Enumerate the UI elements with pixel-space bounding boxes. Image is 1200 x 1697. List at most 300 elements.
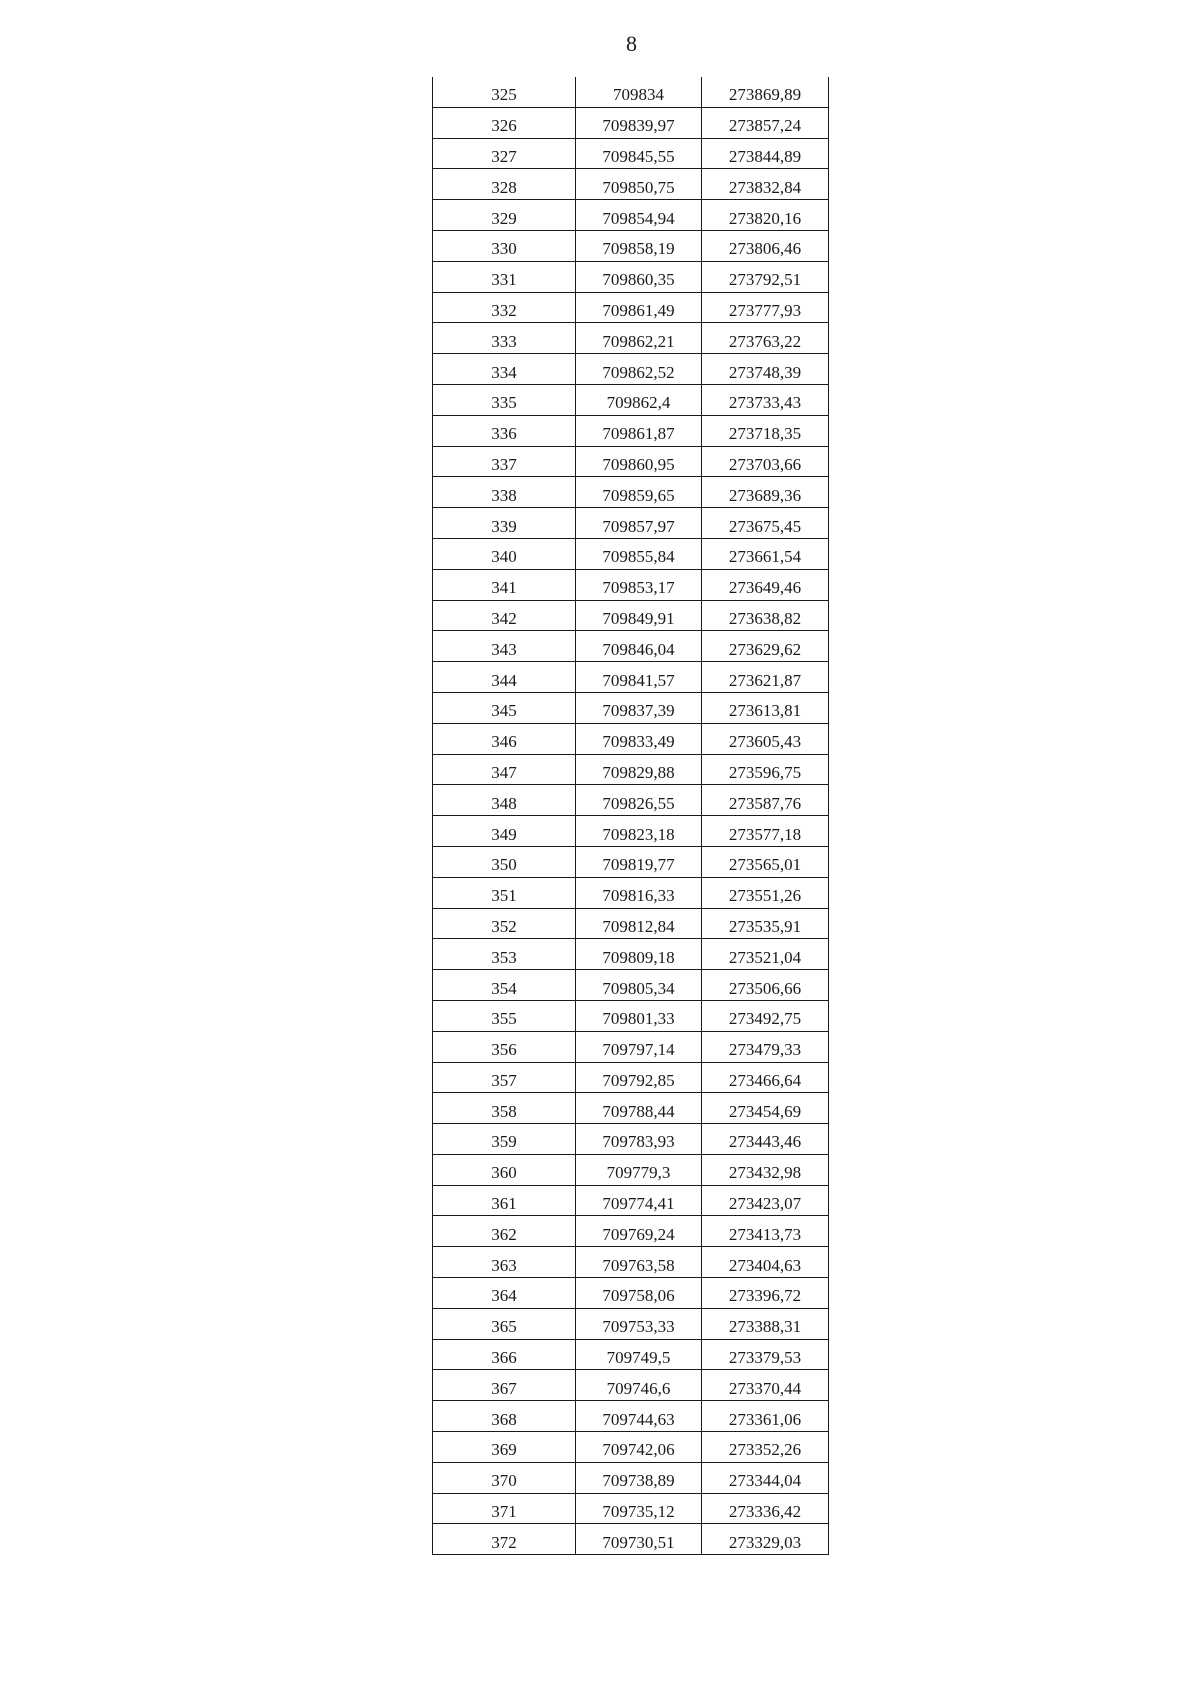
point-number-cell	[433, 323, 576, 354]
table-row	[433, 816, 829, 847]
point-number-cell	[433, 1093, 576, 1124]
x-coordinate-cell	[576, 538, 702, 569]
table-row	[433, 1124, 829, 1155]
y-coordinate-text: 273629,62	[728, 639, 802, 659]
x-coordinate-cell	[576, 939, 702, 970]
point-number-text: 359	[491, 1132, 517, 1152]
x-coordinate-cell	[576, 970, 702, 1001]
y-coordinate-cell	[702, 1000, 829, 1031]
y-coordinate-text: 273423,07	[728, 1194, 802, 1214]
point-number-cell	[433, 230, 576, 261]
point-number-cell	[433, 569, 576, 600]
point-number-cell	[433, 600, 576, 631]
point-number-text: 336	[491, 424, 517, 444]
point-number-cell	[433, 1308, 576, 1339]
y-coordinate-cell	[702, 323, 829, 354]
table-row	[433, 292, 829, 323]
table-row	[433, 692, 829, 723]
point-number-text: 349	[491, 824, 517, 844]
x-coordinate-text: 709812,84	[602, 916, 675, 936]
point-number-cell	[433, 107, 576, 138]
x-coordinate-cell	[576, 1154, 702, 1185]
point-number-text: 350	[491, 855, 517, 875]
table-row	[433, 538, 829, 569]
x-coordinate-text: 709730,51	[602, 1532, 675, 1552]
y-coordinate-text: 273703,66	[728, 454, 802, 474]
y-coordinate-text: 273565,01	[728, 855, 802, 875]
y-coordinate-cell	[702, 1216, 829, 1247]
y-coordinate-text: 273370,44	[728, 1378, 802, 1398]
point-number-cell	[433, 292, 576, 323]
y-coordinate-cell	[702, 1247, 829, 1278]
point-number-cell	[433, 1062, 576, 1093]
table-row	[433, 1062, 829, 1093]
point-number-text: 332	[491, 300, 517, 320]
point-number-text: 342	[491, 608, 517, 628]
table-row	[433, 1247, 829, 1278]
point-number-text: 371	[491, 1502, 517, 1522]
y-coordinate-text: 273396,72	[728, 1286, 802, 1306]
x-coordinate-cell	[576, 631, 702, 662]
x-coordinate-cell	[576, 1524, 702, 1555]
x-coordinate-cell	[576, 908, 702, 939]
y-coordinate-cell	[702, 384, 829, 415]
x-coordinate-cell	[576, 569, 702, 600]
x-coordinate-cell	[576, 200, 702, 231]
point-number-text: 334	[491, 362, 517, 382]
point-number-text: 367	[491, 1378, 517, 1398]
table-row	[433, 631, 829, 662]
table-row	[433, 1370, 829, 1401]
x-coordinate-cell	[576, 692, 702, 723]
y-coordinate-cell	[702, 415, 829, 446]
x-coordinate-text: 709849,91	[602, 608, 675, 628]
table-row	[433, 1432, 829, 1463]
table-row	[433, 1154, 829, 1185]
point-number-cell	[433, 662, 576, 693]
point-number-cell	[433, 754, 576, 785]
point-number-cell	[433, 1185, 576, 1216]
point-number-cell	[433, 1432, 576, 1463]
point-number-text: 351	[491, 886, 517, 906]
x-coordinate-text: 709829,88	[602, 762, 675, 782]
y-coordinate-text: 273777,93	[728, 300, 802, 320]
point-number-cell	[433, 1278, 576, 1309]
point-number-text: 353	[491, 947, 517, 967]
y-coordinate-cell	[702, 1154, 829, 1185]
y-coordinate-cell	[702, 1031, 829, 1062]
x-coordinate-text: 709779,3	[606, 1163, 671, 1183]
table-row	[433, 138, 829, 169]
y-coordinate-cell	[702, 908, 829, 939]
table-row	[433, 1000, 829, 1031]
x-coordinate-cell	[576, 354, 702, 385]
point-number-cell	[433, 877, 576, 908]
x-coordinate-text: 709861,87	[602, 424, 675, 444]
point-number-text: 357	[491, 1070, 517, 1090]
point-number-text: 341	[491, 578, 517, 598]
table-row	[433, 970, 829, 1001]
table-row	[433, 261, 829, 292]
y-coordinate-text: 273492,75	[728, 1009, 802, 1029]
table-row	[433, 1493, 829, 1524]
y-coordinate-text: 273379,53	[728, 1348, 802, 1368]
y-coordinate-cell	[702, 1462, 829, 1493]
y-coordinate-cell	[702, 1339, 829, 1370]
point-number-cell	[433, 354, 576, 385]
table-row	[433, 1185, 829, 1216]
x-coordinate-cell	[576, 600, 702, 631]
point-number-cell	[433, 1154, 576, 1185]
table-row	[433, 1278, 829, 1309]
y-coordinate-cell	[702, 200, 829, 231]
x-coordinate-cell	[576, 138, 702, 169]
table-row	[433, 1462, 829, 1493]
point-number-cell	[433, 1247, 576, 1278]
x-coordinate-text: 709744,63	[602, 1409, 675, 1429]
y-coordinate-cell	[702, 877, 829, 908]
table-row	[433, 169, 829, 200]
x-coordinate-text: 709855,84	[602, 547, 675, 567]
point-number-cell	[433, 384, 576, 415]
point-number-cell	[433, 1216, 576, 1247]
y-coordinate-text: 273832,84	[728, 177, 802, 197]
y-coordinate-cell	[702, 354, 829, 385]
point-number-cell	[433, 1401, 576, 1432]
y-coordinate-text: 273506,66	[728, 978, 802, 998]
table-row	[433, 1093, 829, 1124]
y-coordinate-text: 273361,06	[728, 1409, 802, 1429]
point-number-text: 345	[491, 701, 517, 721]
point-number-cell	[433, 538, 576, 569]
y-coordinate-cell	[702, 292, 829, 323]
point-number-text: 369	[491, 1440, 517, 1460]
y-coordinate-text: 273806,46	[728, 239, 802, 259]
point-number-cell	[433, 1031, 576, 1062]
y-coordinate-text: 273336,42	[728, 1502, 802, 1522]
y-coordinate-cell	[702, 77, 829, 107]
x-coordinate-text: 709774,41	[602, 1194, 675, 1214]
point-number-text: 348	[491, 793, 517, 813]
x-coordinate-cell	[576, 1031, 702, 1062]
y-coordinate-text: 273649,46	[728, 578, 802, 598]
y-coordinate-cell	[702, 1432, 829, 1463]
table-row	[433, 508, 829, 539]
x-coordinate-cell	[576, 1339, 702, 1370]
x-coordinate-cell	[576, 384, 702, 415]
y-coordinate-cell	[702, 1401, 829, 1432]
x-coordinate-cell	[576, 1308, 702, 1339]
y-coordinate-text: 273661,54	[728, 547, 802, 567]
point-number-cell	[433, 723, 576, 754]
x-coordinate-text: 709826,55	[602, 793, 675, 813]
y-coordinate-text: 273748,39	[728, 362, 802, 382]
point-number-text: 329	[491, 208, 517, 228]
x-coordinate-cell	[576, 785, 702, 816]
point-number-cell	[433, 1462, 576, 1493]
y-coordinate-text: 273844,89	[728, 146, 802, 166]
y-coordinate-text: 273689,36	[728, 485, 802, 505]
coordinates-table	[432, 77, 829, 1555]
table-row	[433, 200, 829, 231]
y-coordinate-cell	[702, 754, 829, 785]
point-number-cell	[433, 846, 576, 877]
x-coordinate-cell	[576, 292, 702, 323]
x-coordinate-text: 709860,35	[602, 270, 675, 290]
point-number-text: 358	[491, 1101, 517, 1121]
x-coordinate-cell	[576, 323, 702, 354]
y-coordinate-cell	[702, 477, 829, 508]
y-coordinate-cell	[702, 138, 829, 169]
point-number-cell	[433, 77, 576, 107]
x-coordinate-cell	[576, 1432, 702, 1463]
point-number-cell	[433, 631, 576, 662]
y-coordinate-cell	[702, 723, 829, 754]
y-coordinate-cell	[702, 230, 829, 261]
y-coordinate-cell	[702, 169, 829, 200]
y-coordinate-cell	[702, 569, 829, 600]
point-number-text: 343	[491, 639, 517, 659]
y-coordinate-text: 273577,18	[728, 824, 802, 844]
point-number-cell	[433, 939, 576, 970]
x-coordinate-text: 709749,5	[606, 1348, 671, 1368]
x-coordinate-cell	[576, 1093, 702, 1124]
x-coordinate-cell	[576, 1185, 702, 1216]
x-coordinate-text: 709841,57	[602, 670, 675, 690]
point-number-cell	[433, 138, 576, 169]
y-coordinate-text: 273605,43	[728, 732, 802, 752]
point-number-cell	[433, 1370, 576, 1401]
point-number-cell	[433, 1000, 576, 1031]
x-coordinate-text: 709858,19	[602, 239, 675, 259]
x-coordinate-cell	[576, 169, 702, 200]
table-row	[433, 384, 829, 415]
y-coordinate-cell	[702, 1308, 829, 1339]
y-coordinate-text: 273388,31	[728, 1317, 802, 1337]
x-coordinate-cell	[576, 662, 702, 693]
point-number-cell	[433, 1339, 576, 1370]
x-coordinate-text: 709816,33	[602, 886, 675, 906]
x-coordinate-text: 709833,49	[602, 732, 675, 752]
y-coordinate-text: 273820,16	[728, 208, 802, 228]
x-coordinate-cell	[576, 477, 702, 508]
table-row	[433, 846, 829, 877]
y-coordinate-cell	[702, 446, 829, 477]
y-coordinate-cell	[702, 1493, 829, 1524]
point-number-cell	[433, 692, 576, 723]
point-number-text: 326	[491, 116, 517, 136]
y-coordinate-text: 273344,04	[728, 1471, 802, 1491]
point-number-cell	[433, 200, 576, 231]
y-coordinate-text: 273535,91	[728, 916, 802, 936]
point-number-cell	[433, 1124, 576, 1155]
y-coordinate-text: 273329,03	[728, 1532, 802, 1552]
point-number-text: 366	[491, 1348, 517, 1368]
table-row	[433, 415, 829, 446]
x-coordinate-cell	[576, 415, 702, 446]
point-number-cell	[433, 508, 576, 539]
x-coordinate-cell	[576, 1278, 702, 1309]
x-coordinate-text: 709801,33	[602, 1009, 675, 1029]
x-coordinate-text: 709850,75	[602, 177, 675, 197]
x-coordinate-text: 709758,06	[602, 1286, 675, 1306]
x-coordinate-cell	[576, 1124, 702, 1155]
point-number-cell	[433, 908, 576, 939]
x-coordinate-text: 709854,94	[602, 208, 675, 228]
y-coordinate-text: 273352,26	[728, 1440, 802, 1460]
x-coordinate-text: 709837,39	[602, 701, 675, 721]
point-number-text: 365	[491, 1317, 517, 1337]
point-number-text: 360	[491, 1163, 517, 1183]
point-number-cell	[433, 169, 576, 200]
x-coordinate-cell	[576, 446, 702, 477]
point-number-text: 344	[491, 670, 517, 690]
point-number-text: 335	[491, 393, 517, 413]
x-coordinate-cell	[576, 1462, 702, 1493]
x-coordinate-text: 709861,49	[602, 300, 675, 320]
x-coordinate-text: 709792,85	[602, 1070, 675, 1090]
y-coordinate-text: 273718,35	[728, 424, 802, 444]
x-coordinate-text: 709763,58	[602, 1255, 675, 1275]
x-coordinate-text: 709819,77	[602, 855, 675, 875]
table-row	[433, 908, 829, 939]
x-coordinate-cell	[576, 261, 702, 292]
y-coordinate-cell	[702, 538, 829, 569]
y-coordinate-text: 273869,89	[728, 85, 802, 105]
table-row	[433, 446, 829, 477]
x-coordinate-cell	[576, 1370, 702, 1401]
table-row	[433, 477, 829, 508]
table-row	[433, 230, 829, 261]
point-number-cell	[433, 785, 576, 816]
point-number-text: 370	[491, 1471, 517, 1491]
coordinates-table-container	[432, 77, 828, 1555]
y-coordinate-cell	[702, 261, 829, 292]
y-coordinate-cell	[702, 785, 829, 816]
x-coordinate-text: 709742,06	[602, 1440, 675, 1460]
table-row	[433, 723, 829, 754]
y-coordinate-cell	[702, 662, 829, 693]
y-coordinate-text: 273638,82	[728, 608, 802, 628]
point-number-text: 372	[491, 1532, 517, 1552]
y-coordinate-cell	[702, 508, 829, 539]
y-coordinate-text: 273763,22	[728, 331, 802, 351]
x-coordinate-text: 709862,52	[602, 362, 675, 382]
point-number-cell	[433, 816, 576, 847]
x-coordinate-cell	[576, 1493, 702, 1524]
point-number-text: 354	[491, 978, 517, 998]
x-coordinate-cell	[576, 1401, 702, 1432]
table-row	[433, 1524, 829, 1555]
y-coordinate-cell	[702, 1062, 829, 1093]
table-row	[433, 662, 829, 693]
x-coordinate-cell	[576, 846, 702, 877]
point-number-text: 337	[491, 454, 517, 474]
x-coordinate-text: 709809,18	[602, 947, 675, 967]
x-coordinate-text: 709823,18	[602, 824, 675, 844]
x-coordinate-cell	[576, 723, 702, 754]
point-number-cell	[433, 261, 576, 292]
x-coordinate-cell	[576, 1062, 702, 1093]
y-coordinate-text: 273857,24	[728, 116, 802, 136]
table-row	[433, 939, 829, 970]
table-row	[433, 1339, 829, 1370]
y-coordinate-cell	[702, 600, 829, 631]
y-coordinate-text: 273675,45	[728, 516, 802, 536]
point-number-text: 352	[491, 916, 517, 936]
x-coordinate-text: 709805,34	[602, 978, 675, 998]
table-row	[433, 1216, 829, 1247]
table-row	[433, 77, 829, 107]
point-number-text: 333	[491, 331, 517, 351]
point-number-text: 340	[491, 547, 517, 567]
point-number-text: 346	[491, 732, 517, 752]
x-coordinate-text: 709735,12	[602, 1502, 675, 1522]
y-coordinate-cell	[702, 1370, 829, 1401]
y-coordinate-cell	[702, 939, 829, 970]
point-number-text: 356	[491, 1040, 517, 1060]
y-coordinate-text: 273621,87	[728, 670, 802, 690]
x-coordinate-text: 709839,97	[602, 116, 675, 136]
y-coordinate-text: 273432,98	[728, 1163, 802, 1183]
page-number: 8	[626, 31, 637, 56]
point-number-text: 338	[491, 485, 517, 505]
table-row	[433, 785, 829, 816]
x-coordinate-cell	[576, 816, 702, 847]
y-coordinate-text: 273596,75	[728, 762, 802, 782]
x-coordinate-text: 709845,55	[602, 146, 675, 166]
table-row	[433, 107, 829, 138]
table-row	[433, 569, 829, 600]
y-coordinate-cell	[702, 1124, 829, 1155]
table-row	[433, 1031, 829, 1062]
x-coordinate-text: 709788,44	[602, 1101, 675, 1121]
y-coordinate-cell	[702, 631, 829, 662]
y-coordinate-cell	[702, 1093, 829, 1124]
point-number-text: 331	[491, 270, 517, 290]
y-coordinate-cell	[702, 692, 829, 723]
x-coordinate-cell	[576, 1247, 702, 1278]
y-coordinate-text: 273466,64	[728, 1070, 802, 1090]
table-row	[433, 323, 829, 354]
point-number-text: 328	[491, 177, 517, 197]
x-coordinate-text: 709859,65	[602, 485, 675, 505]
point-number-cell	[433, 446, 576, 477]
y-coordinate-text: 273443,46	[728, 1132, 802, 1152]
point-number-text: 330	[491, 239, 517, 259]
y-coordinate-text: 273733,43	[728, 393, 802, 413]
y-coordinate-cell	[702, 1185, 829, 1216]
table-row	[433, 354, 829, 385]
x-coordinate-cell	[576, 508, 702, 539]
x-coordinate-text: 709853,17	[602, 578, 675, 598]
y-coordinate-cell	[702, 816, 829, 847]
y-coordinate-cell	[702, 1278, 829, 1309]
table-row	[433, 877, 829, 908]
x-coordinate-text: 709738,89	[602, 1471, 675, 1491]
x-coordinate-cell	[576, 77, 702, 107]
y-coordinate-text: 273587,76	[728, 793, 802, 813]
x-coordinate-cell	[576, 230, 702, 261]
x-coordinate-text: 709862,4	[606, 393, 671, 413]
point-number-cell	[433, 477, 576, 508]
x-coordinate-text: 709797,14	[602, 1040, 675, 1060]
point-number-text: 361	[491, 1194, 517, 1214]
point-number-text: 364	[491, 1286, 517, 1306]
point-number-cell	[433, 415, 576, 446]
point-number-text: 363	[491, 1255, 517, 1275]
y-coordinate-text: 273454,69	[728, 1101, 802, 1121]
